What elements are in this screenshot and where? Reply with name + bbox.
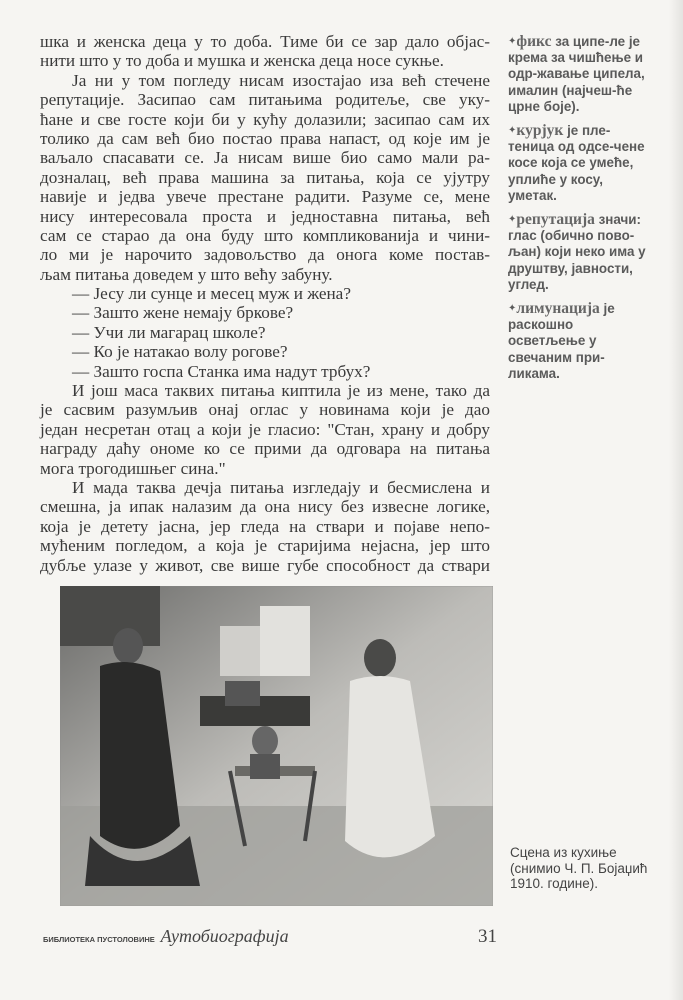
bullet-icon: ✦: [508, 36, 517, 47]
book-title: Аутобиографија: [160, 926, 289, 946]
text-line: је сасвим разумљив онај оглас у новинама који је дао: [40, 400, 490, 420]
bullet-icon: ✦: [508, 303, 517, 315]
glossary-definition: је пле-теница од одсе-чене косе која се умеће, уплиће у косу, уметак.: [508, 123, 645, 203]
glossary-term: курјук: [516, 122, 564, 140]
glossary-definition: значи: глас (обично пово-љан) који неко има у друштву, јавности, углед.: [508, 212, 646, 292]
text-line: И мада таква дечја питања изгледају и бесмислена и: [72, 477, 490, 497]
text-line: И још маса таквих питања киптила је из мене, тако да: [72, 381, 490, 401]
glossary-entry: [508, 301, 648, 382]
page-spine-shadow: [669, 0, 683, 1000]
text-line: репутације. Засипао сам питањима родитеље, све уку-: [40, 90, 490, 110]
text-line: — Јесу ли сунце и месец муж и жена?: [72, 284, 351, 304]
text-line: сам се старао да она буду што компликованија и чини-: [40, 225, 490, 245]
text-line: ћане и све госте који би у кућу долазили; засипао сам их: [40, 109, 490, 129]
text-line: толико да сам већ био постао права напаст, од које им је: [40, 128, 490, 148]
text-line: мућеним погледом, а која је старијима нејасна, јер што: [40, 536, 490, 556]
text-line: један несретан отац а који је гласио: "Стан, храну и добру: [40, 419, 490, 439]
text-line: мога трогодишњег сина.": [40, 458, 226, 478]
body-text: [40, 32, 490, 575]
text-line: ло ми је нарочито задовољство да онога коме постав-: [40, 245, 490, 265]
glossary-entry: [508, 123, 648, 204]
glossary-entry: [508, 212, 648, 293]
text-line: нити што у то доба и мушка и женска деца носе сукње.: [40, 51, 444, 71]
series-name: БИБЛИОТЕКА ПУСТОЛОВИНЕ: [43, 935, 155, 944]
page-number: 31: [478, 926, 497, 947]
glossary-sidebar: [508, 34, 648, 390]
text-line: смешна, ја ипак налазим да она нису без извесне логике,: [40, 497, 490, 517]
text-line: — Учи ли магарац школе?: [72, 322, 266, 342]
glossary-definition: је раскошно осветљење у свечаним при-ликама.: [508, 301, 615, 381]
glossary-term: фикс: [516, 33, 552, 50]
glossary-entry: [508, 34, 648, 115]
glossary-term: лимунација: [516, 300, 600, 318]
text-line: награду даћу ономе ко се прими да одговара на питања: [40, 439, 490, 459]
text-line: Ја ни у том погледу нисам изостајао иза већ стечене: [72, 70, 490, 90]
running-footer: [43, 926, 289, 947]
photo-caption: Сцена из кухиње (снимио Ч. П. Бојаџић 1910. године).: [510, 845, 648, 891]
text-line: — Зашто госпа Станка има надут трбух?: [72, 361, 371, 381]
text-line: навије и једва увече престане радити. Разуме се, мене: [40, 187, 490, 207]
text-line: ваљало спасавати се. Ја нисам више био само мали ра-: [40, 148, 490, 168]
text-line: — Ко је натакао волу рогове?: [72, 342, 288, 362]
text-line: дозналац, већ права машина за питања, која се ујутру: [40, 167, 490, 187]
text-line: шка и женска деца у то доба. Тиме би се зар дало објас-: [40, 32, 490, 51]
text-line: нису интересовала проста и једноставна питања, већ: [40, 206, 490, 226]
glossary-term: репутација: [516, 211, 595, 229]
text-line: љам питања доведем у што већу забуну.: [40, 264, 333, 284]
text-line: — Зашто жене немају бркове?: [72, 303, 294, 323]
kitchen-scene-photo: [60, 586, 493, 906]
text-line: дубље улазе у живот, све више губе способност да ствари: [40, 555, 490, 575]
bullet-icon: ✦: [508, 125, 517, 137]
bullet-icon: ✦: [508, 214, 517, 226]
glossary-definition: за ципе-ле је крема за чишћење и одр-жавање ципела, ималин (најчеш-ће црне боје).: [508, 34, 645, 114]
text-line: која је детету јасна, јер гледа на ствари и појаве непо-: [40, 516, 490, 536]
